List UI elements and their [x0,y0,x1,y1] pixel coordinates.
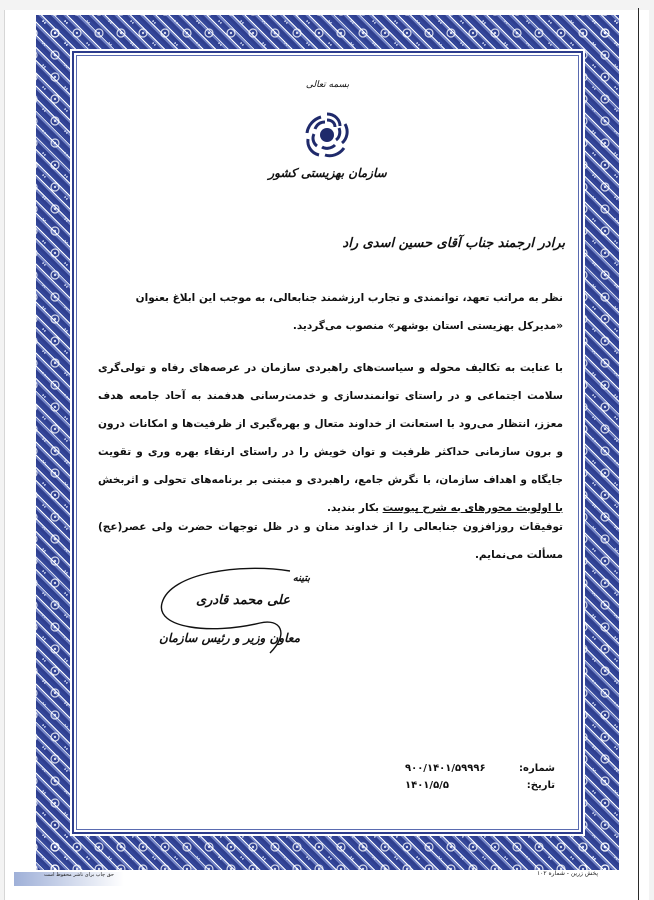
invocation-text: بسمه تعالی [305,80,350,90]
signatory-name: علی محمد قادری [195,593,290,608]
printer-imprint: پخش زرین - شماره ۱۰۲ [536,870,598,877]
letter-content [80,58,575,828]
number-label: شماره: [519,763,555,774]
copyright-note: حق چاپ برای ناشر محفوظ است [14,872,124,886]
signatory-title: معاون وزیر و رئیس سازمان [159,631,300,645]
paragraph-line: «مدیرکل بهزیستی استان بوشهر» منصوب می‌گردید. [292,320,563,332]
signature-prefix: بتینه [292,573,310,584]
letter-date-row [405,780,555,797]
date-label: تاریخ: [526,780,555,791]
paragraph-expectations [98,354,563,522]
paragraph-text: با عنایت به تکالیف محوله و سیاست‌های راهبردی سازمان در عرصه‌های رفاه و تولی‌گری سلامت اجتماعی و در راستای توانمندسازی و خدمت‌رسانی هدفمند به آحاد جامعه هدف معزز، انتظار می‌رود با استعانت از خداوند متعال و بهره‌گیری از ظرفیت‌ها و امکانات درون و برون سازمانی حداکثر ظرفیت و توان خویش را در راستای ارتقاء بهره وری و تقویت جایگاه و اهداف سازمان، با نگرش جامع، راهبردی و مبتنی بر برنامه‌های تحولی و اثربخش [98,362,563,486]
signature-scribble-icon [140,563,310,663]
number-value: ۹۰۰/۱۴۰۱/۵۹۹۹۶ [405,763,486,774]
letter-metadata [405,763,555,797]
paragraph-line: نظر به مراتب تعهد، توانمندی و تجارب ارزشمند جنابعالی، به موجب این ابلاغ بعنوان [135,292,563,304]
paragraph-appointment [98,284,563,340]
underlined-priority-text: با اولویت محورهای به شرح پیوست [382,502,563,514]
paragraph-closing: توفیقات روزافزون جنابعالی را از خداوند منان و در ظل توجهات حضرت ولی عصر(عج) مسألت می‌نمایم. [98,521,563,561]
organization-name: سازمان بهزیستی کشور [268,166,387,180]
date-value: ۱۴۰۱/۵/۵ [405,780,449,791]
paragraph-text: بکار بندید. [326,502,379,514]
scan-edge-line [638,8,639,900]
salutation: برادر ارجمند جناب آقای حسین اسدی راد [342,236,565,251]
signature-block [150,563,310,673]
letter-number-row [405,763,555,780]
organization-logo-icon [300,108,354,162]
